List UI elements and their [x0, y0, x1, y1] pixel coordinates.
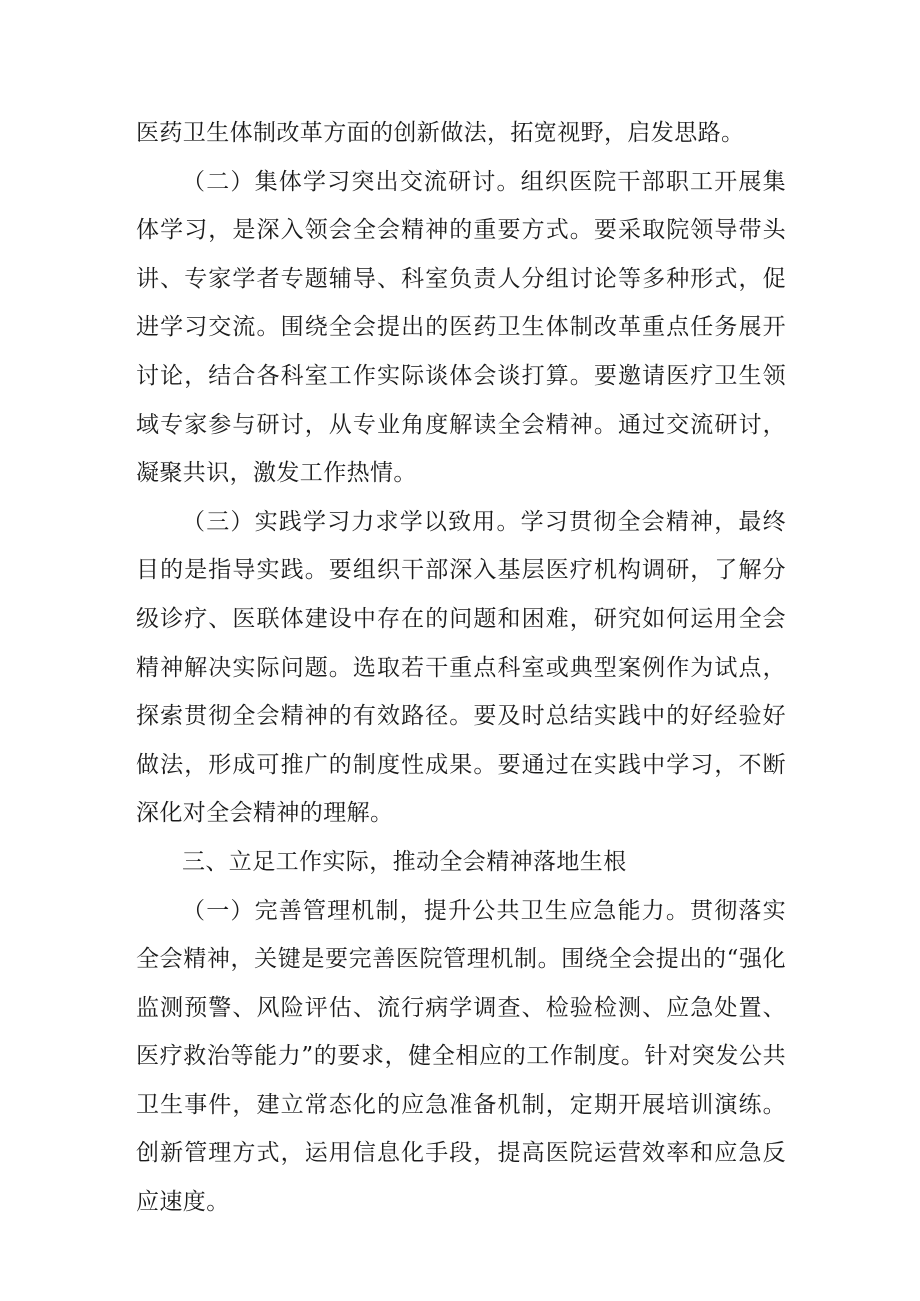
document-body [136, 109, 786, 1227]
paragraph-management-mechanism: （一）完善管理机制，提升公共卫生应急能力。贯彻落实全会精神，关键是要完善医院管理机制。围绕全会提出的“强化监测预警、风险评估、流行病学调查、检验检测、应急处置、医疗救治等能力”的要求，健全相应的工作制度。针对突发公共卫生事件，建立常态化的应急准备机制，定期开展培训演练。创新管理方式，运用信息化手段，提高医院运营效率和应急反应速度。 [136, 897, 786, 1216]
section-heading-three: 三、立足工作实际，推动全会精神落地生根 [182, 848, 627, 875]
paragraph-continuation: 医药卫生体制改革方面的创新做法，拓宽视野，启发思路。 [136, 120, 745, 146]
paragraph-collective-study: （二）集体学习突出交流研讨。组织医院干部职工开展集体学习，是深入领会全会精神的重要方式。要采取院领导带头讲、专家学者专题辅导、科室负责人分组讨论等多种形式，促进学习交流。围绕全会提出的医药卫生体制改革重点任务展开讨论，结合各科室工作实际谈体会谈打算。要邀请医疗卫生领域专家参与研讨，从专业角度解读全会精神。通过交流研讨，凝聚共识，激发工作热情。 [136, 168, 786, 487]
paragraph-practice-study: （三）实践学习力求学以致用。学习贯彻全会精神，最终目的是指导实践。要组织干部深入基层医疗机构调研，了解分级诊疗、医联体建设中存在的问题和困难，研究如何运用全会精神解决实际问题。选取若干重点科室或典型案例作为试点，探索贯彻全会精神的有效路径。要及时总结实践中的好经验好做法，形成可推广的制度性成果。要通过在实践中学习，不断深化对全会精神的理解。 [136, 508, 786, 827]
